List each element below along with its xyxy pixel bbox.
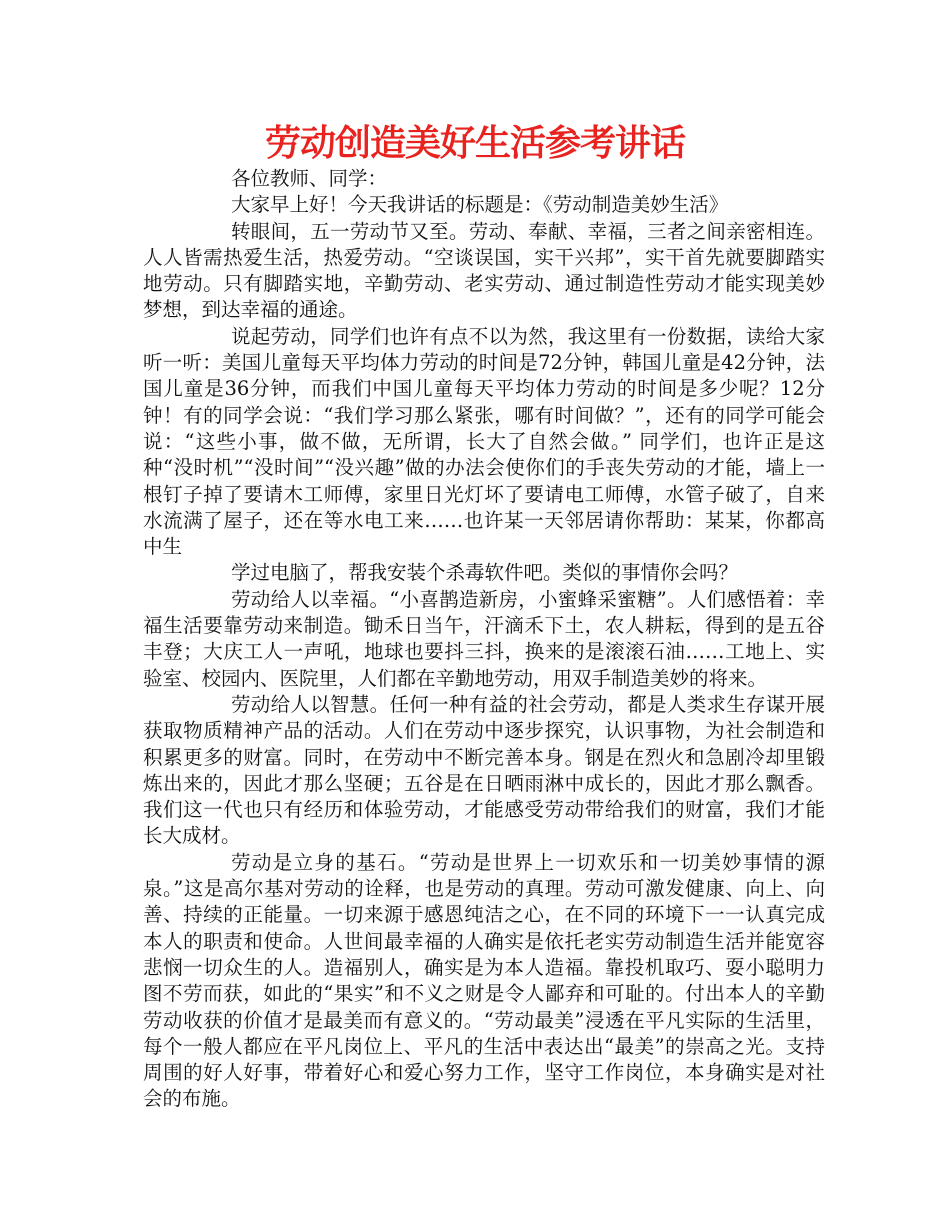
document-body xyxy=(143,166,825,1113)
paragraph-wisdom: 劳动给人以智慧。任何一种有益的社会劳动，都是人类求生存谋开展获取物质精神产品的活动。人们在劳动中逐步探究，认识事物，为社会制造和积累更多的财富。同时，在劳动中不断完善本身。钢是在烈火和急剧冷却里锻炼出来的，因此才那么坚硬；五谷是在日晒雨淋中成长的，因此才那么飘香。我们这一代也只有经历和体验劳动，才能感受劳动带给我们的财富，我们才能长大成材。 xyxy=(143,692,825,848)
paragraph-intro: 转眼间，五一劳动节又至。劳动、奉献、幸福，三者之间亲密相连。人人皆需热爱生活，热爱劳动。“空谈误国，实干兴邦”，实干首先就要脚踏实地劳动。只有脚踏实地，辛勤劳动、老实劳动、通过制造性劳动才能实现美妙梦想，到达幸福的通途。 xyxy=(143,219,825,322)
paragraph-foundation: 劳动是立身的基石。“劳动是世界上一切欢乐和一切美妙事情的源泉。”这是高尔基对劳动的诠释，也是劳动的真理。劳动可激发健康、向上、向善、持续的正能量。一切来源于感恩纯洁之心，在不同的环境下一一认真完成本人的职责和使命。人世间最幸福的人确实是依托老实劳动制造生活并能宽容悲悯一切众生的人。造福别人，确实是为本人造福。靠投机取巧、耍小聪明力图不劳而获，如此的“果实”和不义之财是令人鄙弃和可耻的。付出本人的辛勤劳动收获的价值才是最美而有意义的。“劳动最美”浸透在平凡实际的生活里，每个一般人都应在平凡岗位上、平凡的生活中表达出“最美”的崇高之光。支持周围的好人好事，带着好心和爱心努力工作，坚守工作岗位，本身确实是对社会的布施。 xyxy=(143,850,825,1111)
paragraph-salutation: 各位教师、同学： xyxy=(231,167,388,190)
document-title: 劳动创造美好生活参考讲话 xyxy=(264,123,685,164)
paragraph-happiness: 劳动给人以幸福。“小喜鹊造新房，小蜜蜂采蜜糖”。人们感悟着：幸福生活要靠劳动来制造。锄禾日当午，汗滴禾下土，农人耕耘，得到的是五谷丰登；大庆工人一声吼，地球也要抖三抖，换来的是滚滚石油……工地上、实验室、校园内、医院里，人们都在辛勤地劳动，用双手制造美妙的将来。 xyxy=(143,587,825,690)
paragraph-greeting: 大家早上好！今天我讲话的标题是：《劳动制造美妙生活》 xyxy=(231,193,729,217)
paragraph-data: 说起劳动，同学们也许有点不以为然，我这里有一份数据，读给大家听一听：美国儿童每天平均体力劳动的时间是72分钟，韩国儿童是42分钟，法国儿童是36分钟，而我们中国儿童每天平均体力劳动的时间是多少呢？12分钟！有的同学会说：“我们学习那么紧张，哪有时间做？”，还有的同学可能会说：“这些小事，做不做，无所谓，长大了自然会做。” 同学们，也许正是这种“没时机”“没时间”“没兴趣”做的办法会使你们的手丧失劳动的才能，墙上一根钉子掉了要请木工师傅，家里日光灯坏了要请电工师傅，水管子破了，自来水流满了屋子，还在等水电工来……也许某一天邻居请你帮助：某某，你都高中生 xyxy=(143,324,825,559)
paragraph-data-continued: 学过电脑了，帮我安装个杀毒软件吧。类似的事情你会吗？ xyxy=(231,561,739,585)
